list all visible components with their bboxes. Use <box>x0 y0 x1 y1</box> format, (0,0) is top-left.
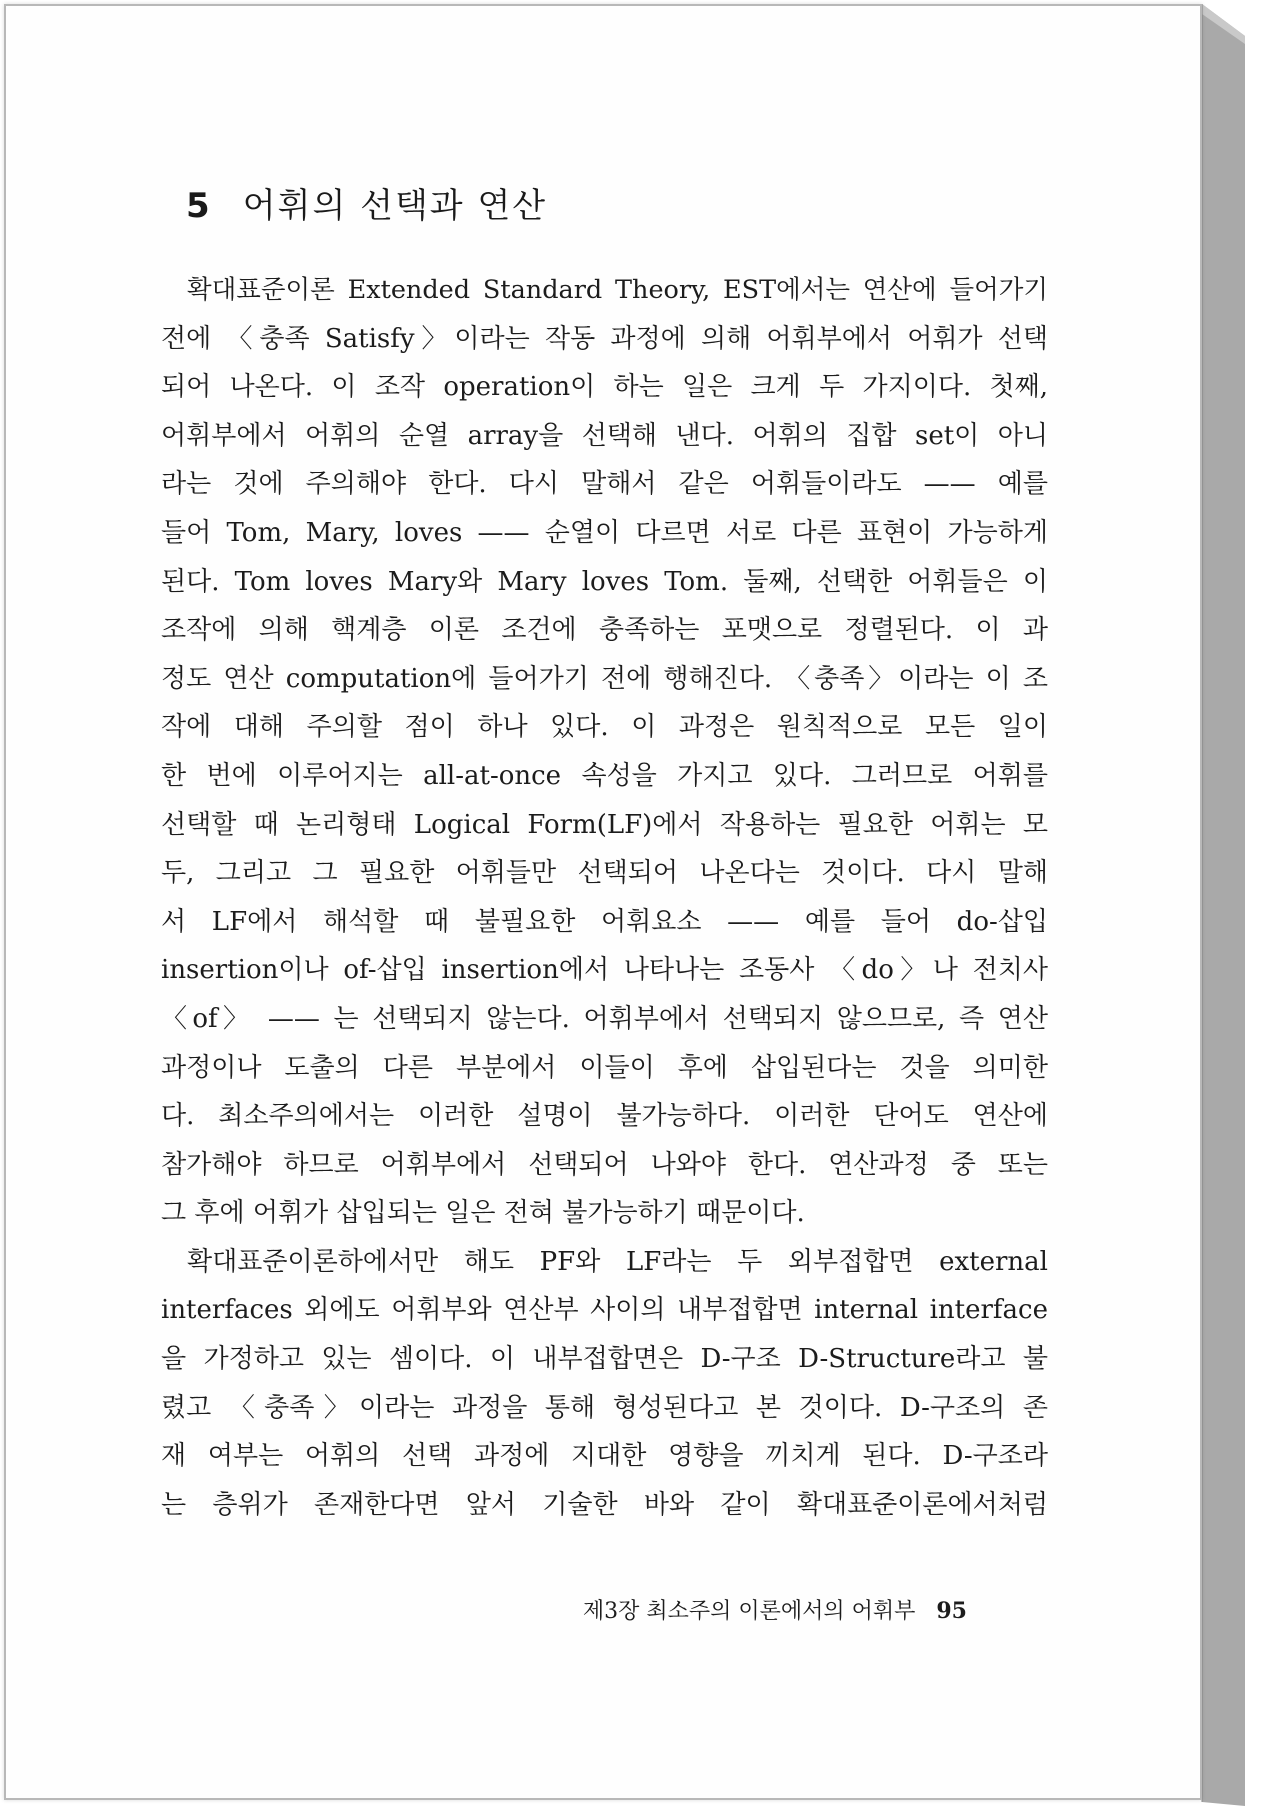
page-number: 95 <box>936 1598 967 1624</box>
text-line: interfaces 외에도 어휘부와 연산부 사이의 내부접합면 internal interface <box>161 1295 1048 1326</box>
text-line: 렸고 〈충족〉이라는 과정을 통해 형성된다고 본 것이다. D-구조의 존 <box>161 1392 1048 1423</box>
chapter-number: 5 <box>186 186 210 226</box>
text-line: 되어 나온다. 이 조작 operation이 하는 일은 크게 두 가지이다. 첫째, <box>161 372 1048 403</box>
text-line: 확대표준이론하에서만 해도 PF와 LF라는 두 외부접합면 external <box>187 1246 1048 1277</box>
text-line: insertion이나 of-삽입 insertion에서 나타나는 조동사 〈do〉나 전치사 <box>161 955 1048 986</box>
text-line: 한 번에 이루어지는 all-at-once 속성을 가지고 있다. 그러므로 어휘를 <box>161 760 1048 791</box>
text-line: 재 여부는 어휘의 선택 과정에 지대한 영향을 끼치게 된다. D-구조라 <box>161 1441 1048 1472</box>
text-line: 들어 Tom, Mary, loves —— 순열이 다르면 서로 다른 표현이 가능하게 <box>161 517 1048 548</box>
text-line: 정도 연산 computation에 들어가기 전에 행해진다. 〈충족〉이라는 이 조 <box>161 663 1048 694</box>
text-line: 을 가정하고 있는 셈이다. 이 내부접합면은 D-구조 D-Structure라고 불 <box>161 1344 1048 1375</box>
text-line: 과정이나 도출의 다른 부분에서 이들이 후에 삽입된다는 것을 의미한 <box>161 1052 1048 1083</box>
text-line: 참가해야 하므로 어휘부에서 선택되어 나와야 한다. 연산과정 중 또는 <box>161 1149 1048 1180</box>
text-line: 〈of〉 —— 는 선택되지 않는다. 어휘부에서 선택되지 않으므로, 즉 연산 <box>161 1003 1048 1034</box>
text-line: 전에 〈충족 Satisfy〉이라는 작동 과정에 의해 어휘부에서 어휘가 선택 <box>161 323 1048 354</box>
text-line: 선택할 때 논리형태 Logical Form(LF)에서 작용하는 필요한 어휘는 모 <box>161 809 1048 840</box>
text-line: 두, 그리고 그 필요한 어휘들만 선택되어 나온다는 것이다. 다시 말해 <box>161 858 1048 889</box>
text-line: 어휘부에서 어휘의 순열 array을 선택해 낸다. 어휘의 집합 set이 아니 <box>161 420 1048 451</box>
book-page <box>4 4 1202 1800</box>
page-footer <box>583 1594 967 1625</box>
running-footer-chapter: 제3장 최소주의 이론에서의 어휘부 <box>582 1599 916 1624</box>
body-text <box>161 266 1048 1529</box>
chapter-heading <box>186 178 547 227</box>
text-line: 서 LF에서 해석할 때 불필요한 어휘요소 —— 예를 들어 do-삽입 <box>161 906 1048 937</box>
text-line: 작에 대해 주의할 점이 하나 있다. 이 과정은 원칙적으로 모든 일이 <box>161 712 1048 743</box>
text-line: 그 후에 어휘가 삽입되는 일은 전혀 불가능하기 때문이다. <box>161 1198 805 1229</box>
text-line: 조작에 의해 핵계층 이론 조건에 충족하는 포맷으로 정렬된다. 이 과 <box>161 615 1048 646</box>
text-line: 라는 것에 주의해야 한다. 다시 말해서 같은 어휘들이라도 —— 예를 <box>161 469 1048 500</box>
text-line: 는 층위가 존재한다면 앞서 기술한 바와 같이 확대표준이론에서처럼 <box>161 1489 1048 1520</box>
text-line: 된다. Tom loves Mary와 Mary loves Tom. 둘째, 선택한 어휘들은 이 <box>161 566 1048 597</box>
text-line: 확대표준이론 Extended Standard Theory, EST에서는 연산에 들어가기 <box>187 275 1048 305</box>
text-line: 다. 최소주의에서는 이러한 설명이 불가능하다. 이러한 단어도 연산에 <box>161 1101 1048 1132</box>
chapter-title: 어휘의 선택과 연산 <box>242 186 548 226</box>
